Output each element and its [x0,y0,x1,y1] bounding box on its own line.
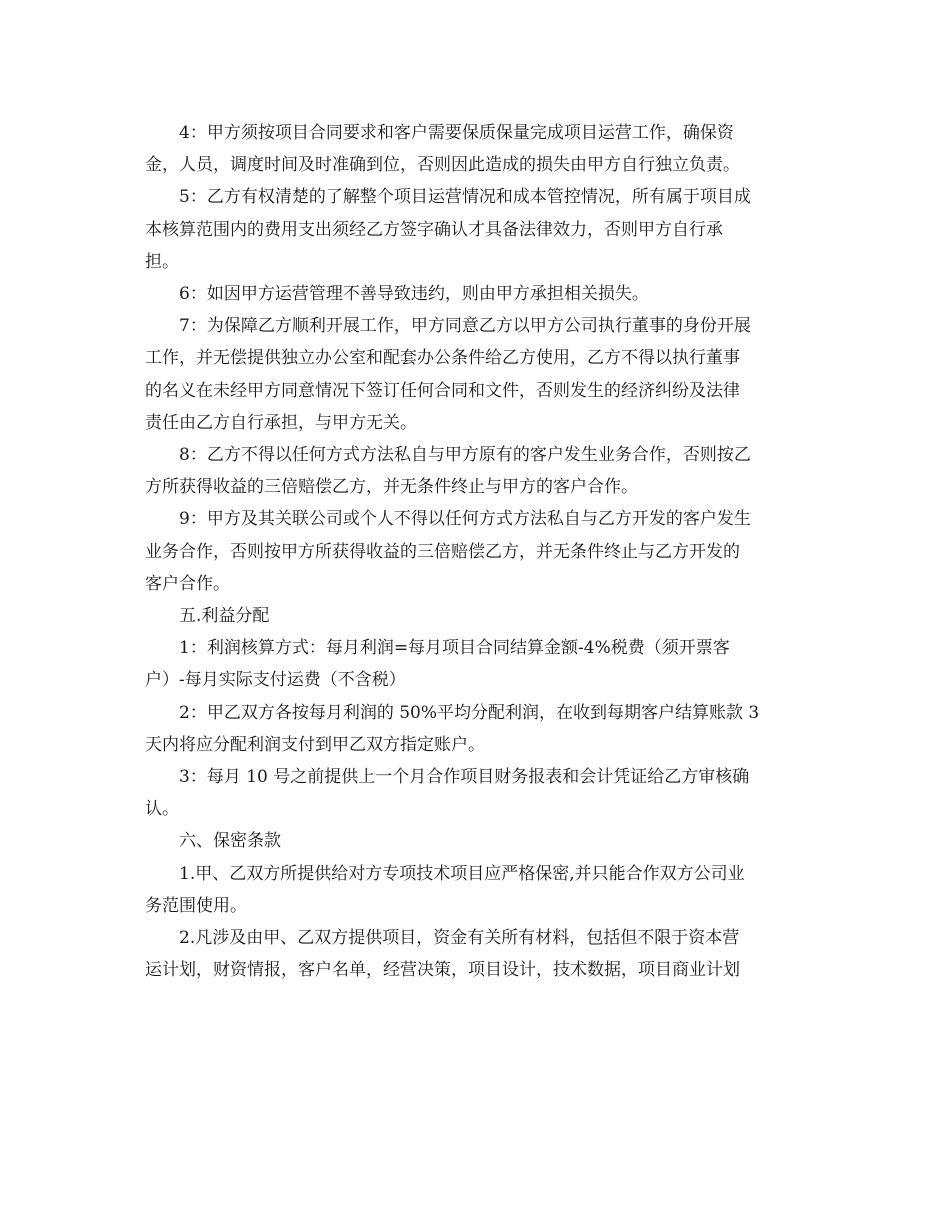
profit-clause-1 [145,632,805,696]
text-line: 8：乙方不得以任何方式方法私自与甲方原有的客户发生业务合作，否则按乙 [179,445,751,466]
confidentiality-clause-2 [145,922,805,986]
text-line: 6：如因甲方运营管理不善导致违约，则由甲方承担相关损失。 [179,284,649,305]
text-line: 担。 [145,251,179,272]
text-line: 2：甲乙双方各按每月利润的 50%平均分配利润，在收到每期客户结算账款 3 [179,702,760,723]
document-page [145,117,805,986]
heading-text: 五.利益分配 [179,606,270,627]
text-line: 天内将应分配利润支付到甲乙双方指定账户。 [145,734,485,755]
text-line: 责任由乙方自行承担，与甲方无关。 [145,412,417,433]
clause-4 [145,117,805,181]
confidentiality-clause-1 [145,858,805,922]
text-line: 工作，并无偿提供独立办公室和配套办公条件给乙方使用，乙方不得以执行董事 [145,348,740,369]
text-line: 5：乙方有权清楚的了解整个项目运营情况和成本管控情况，所有属于项目成 [179,187,751,208]
text-line: 金，人员，调度时间及时准确到位，否则因此造成的损失由甲方自行独立负责。 [145,155,740,176]
clause-5 [145,181,805,278]
heading-text: 六、保密条款 [179,831,281,852]
text-line: 1.甲、乙双方所提供给对方专项技术项目应严格保密,并只能合作双方公司业 [179,863,745,884]
clause-8 [145,439,805,503]
text-line: 方所获得收益的三倍赔偿乙方，并无条件终止与甲方的客户合作。 [145,477,638,498]
text-line: 客户合作。 [145,573,230,594]
section-heading-profit-distribution [145,600,805,632]
text-line: 的名义在未经甲方同意情况下签订任何合同和文件，否则发生的经济纠纷及法律 [145,380,740,401]
text-line: 本核算范围内的费用支出须经乙方签字确认才具备法律效力，否则甲方自行承 [145,219,723,240]
text-line: 4：甲方须按项目合同要求和客户需要保质保量完成项目运营工作，确保资 [179,123,734,143]
text-line: 2.凡涉及由甲、乙双方提供项目，资金有关所有材料，包括但不限于资本营 [179,928,740,949]
text-line: 户）-每月实际支付运费（不含税） [145,670,406,691]
clause-9 [145,503,805,600]
profit-clause-2 [145,697,805,761]
text-line: 务范围使用。 [145,895,247,916]
text-line: 9：甲方及其关联公司或个人不得以任何方式方法私自与乙方开发的客户发生 [179,509,751,530]
text-line: 1：利润核算方式：每月利润=每月项目合同结算金额-4%税费（须开票客 [179,638,730,659]
text-line: 认。 [145,799,179,820]
text-line: 业务合作，否则按甲方所获得收益的三倍赔偿乙方，并无条件终止与乙方开发的 [145,541,740,562]
clause-6 [145,278,805,310]
clause-7 [145,310,805,439]
profit-clause-3 [145,761,805,825]
text-line: 3：每月 10 号之前提供上一个月合作项目财务报表和会计凭证给乙方审核确 [179,767,750,788]
text-line: 运计划，财资情报，客户名单，经营决策，项目设计，技术数据，项目商业计划 [145,960,740,981]
section-heading-confidentiality [145,825,805,857]
text-line: 7：为保障乙方顺利开展工作，甲方同意乙方以甲方公司执行董事的身份开展 [179,316,751,337]
